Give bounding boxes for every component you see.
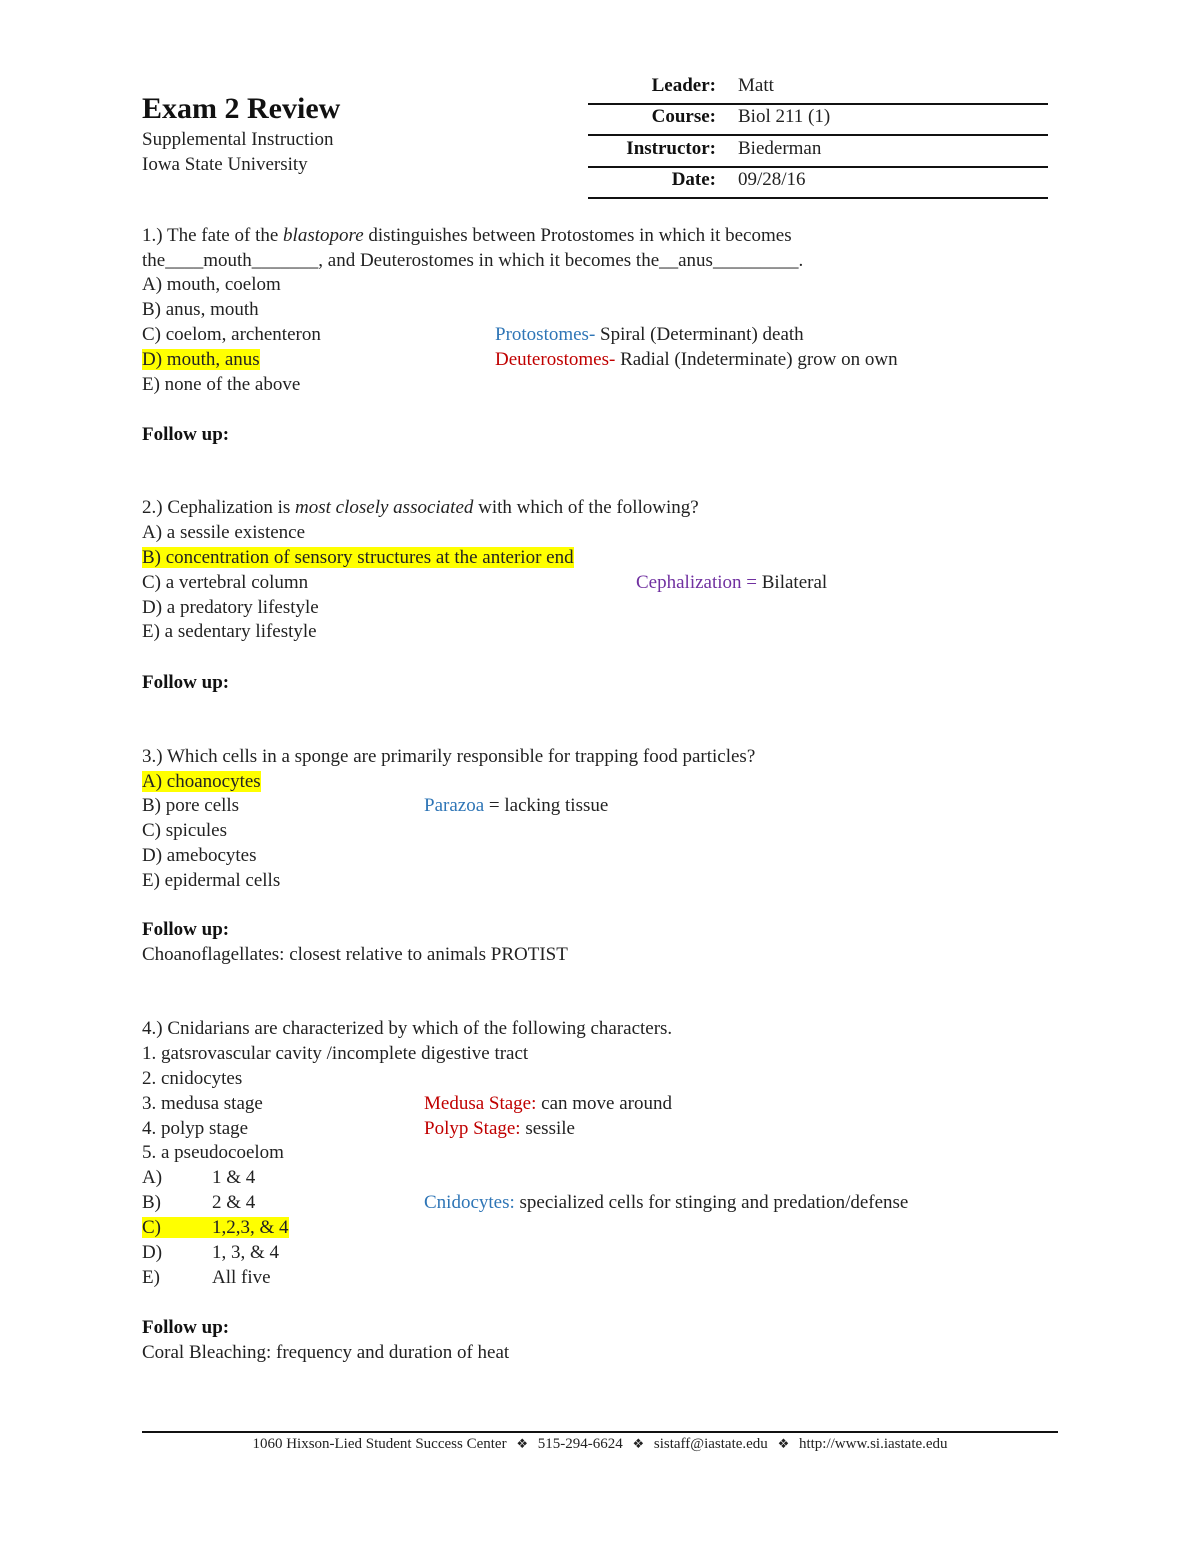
q2-option-a: A) a sessile existence (142, 522, 306, 543)
q4-option-a: A) 1 & 4 (142, 1167, 256, 1188)
q4-answer-highlight: C) 1,2,3, & 4 (142, 1217, 289, 1238)
date-field (588, 166, 1048, 199)
q4-item-1: 1. gatsrovascular cavity /incomplete digestive tract (142, 1043, 529, 1064)
q1-answer-highlight: D) mouth, anus (142, 349, 260, 370)
date-value: 09/28/16 (738, 169, 806, 190)
q1-note-protostomes: Protostomes- Spiral (Determinant) death (495, 324, 804, 345)
instructor-label: Instructor: (626, 138, 716, 159)
diamond-separator-icon: ❖ (632, 1436, 645, 1451)
q3-option-a (142, 770, 261, 794)
footer-address: 1060 Hixson-Lied Student Success Center (252, 1436, 507, 1452)
q2-italic-phrase: most closely associated (295, 497, 474, 518)
q1-option-b: B) anus, mouth (142, 299, 259, 320)
q3-option-c: C) spicules (142, 820, 227, 841)
q4-option-b: B) 2 & 4 (142, 1192, 256, 1213)
q4-option-d: D) 1, 3, & 4 (142, 1242, 280, 1263)
course-value: Biol 211 (1) (738, 106, 831, 127)
q2-answer-highlight: B) concentration of sensory structures at the anterior end (142, 547, 574, 568)
q2-stem: 2.) Cephalization is most closely associated with which of the following? (142, 497, 699, 518)
q3-follow-up-text: Choanoflagellates: closest relative to animals PROTIST (142, 944, 568, 965)
leader-field (588, 72, 1048, 105)
university-name: Iowa State University (142, 154, 308, 175)
q4-item-5: 5. a pseudocoelom (142, 1142, 284, 1163)
leader-value: Matt (738, 75, 774, 96)
q4-item-4: 4. polyp stage (142, 1118, 249, 1139)
q3-note-parazoa: Parazoa = lacking tissue (424, 795, 609, 816)
q4-follow-up-text: Coral Bleaching: frequency and duration of heat (142, 1342, 510, 1363)
q2-note-cephalization: Cephalization = Bilateral (636, 572, 828, 593)
q3-option-e: E) epidermal cells (142, 870, 281, 891)
course-field (588, 103, 1048, 136)
q4-note-medusa: Medusa Stage: can move around (424, 1093, 672, 1114)
q4-item-2: 2. cnidocytes (142, 1068, 243, 1089)
footer-website-link[interactable]: http://www.si.iastate.edu (798, 1436, 948, 1452)
q1-italic-term: blastopore (283, 225, 364, 246)
q1-stem-line2: the____mouth_______, and Deuterostomes in which it becomes the__anus_________. (142, 250, 804, 271)
q3-option-b: B) pore cells (142, 795, 240, 816)
q2-option-c: C) a vertebral column (142, 572, 309, 593)
q1-option-c: C) coelom, archenteron (142, 324, 321, 345)
q4-follow-up: Follow up: (142, 1317, 230, 1338)
q1-option-a: A) mouth, coelom (142, 274, 281, 295)
page-title: Exam 2 Review (142, 92, 341, 125)
q3-option-d: D) amebocytes (142, 845, 257, 866)
footer-phone: 515-294-6624 (537, 1436, 623, 1452)
instructor-field (588, 135, 1048, 168)
q4-stem: 4.) Cnidarians are characterized by which of the following characters. (142, 1018, 673, 1039)
q2-option-d: D) a predatory lifestyle (142, 597, 319, 618)
q1-option-e: E) none of the above (142, 374, 301, 395)
q1-note-deuterostomes: Deuterostomes- Radial (Indeterminate) grow on own (495, 349, 898, 370)
course-label: Course: (651, 106, 716, 127)
q1-stem-line1: 1.) The fate of the blastopore distinguishes between Protostomes in which it becomes (142, 225, 792, 246)
footer (142, 1436, 1058, 1453)
diamond-separator-icon: ❖ (777, 1436, 790, 1451)
q3-stem: 3.) Which cells in a sponge are primarily responsible for trapping food particles? (142, 746, 756, 767)
q1-follow-up: Follow up: (142, 424, 230, 445)
q4-note-cnidocytes: Cnidocytes: specialized cells for stinging and predation/defense (424, 1192, 909, 1213)
date-label: Date: (671, 169, 716, 190)
program-name: Supplemental Instruction (142, 129, 334, 150)
q2-option-b (142, 546, 574, 570)
q4-item-3: 3. medusa stage (142, 1093, 263, 1114)
footer-email-link[interactable]: sistaff@iastate.edu (653, 1436, 768, 1452)
q1-option-d (142, 348, 260, 372)
q3-follow-up: Follow up: (142, 919, 230, 940)
q4-option-c (142, 1216, 289, 1240)
leader-label: Leader: (651, 75, 716, 96)
q3-answer-highlight: A) choanocytes (142, 771, 261, 792)
diamond-separator-icon: ❖ (516, 1436, 528, 1451)
q2-option-e: E) a sedentary lifestyle (142, 621, 317, 642)
q2-follow-up: Follow up: (142, 672, 230, 693)
instructor-value: Biederman (738, 138, 822, 159)
footer-rule (142, 1431, 1058, 1433)
q4-note-polyp: Polyp Stage: sessile (424, 1118, 575, 1139)
q4-option-e: E) All five (142, 1267, 271, 1288)
